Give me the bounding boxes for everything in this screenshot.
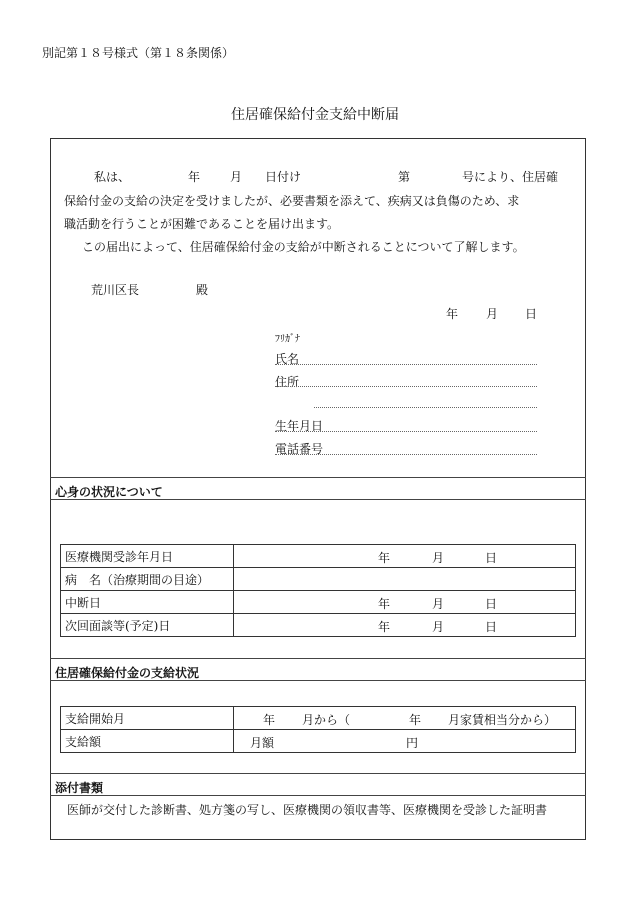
health-row-label: 中断日 [61,591,234,614]
page-title: 住居確保給付金支給中断届 [231,107,399,123]
address-label: 住所 [275,375,300,389]
table-row [61,614,576,637]
addressee-honorific: 殿 [196,283,209,297]
attach-text: 医師が交付した診断書、処方箋の写し、医療機関の領収書等、医療機関を受診した証明書 [67,803,548,817]
name-field[interactable] [275,364,537,365]
year-label: 年 [263,713,276,727]
month-from-label: 月から（ [302,713,351,727]
name-label: 氏名 [275,352,300,366]
section-payment-heading: 住居確保給付金の支給状況 [55,666,200,680]
addressee-name: 荒川区長 [91,283,140,297]
decl-line2: 保給付金の支給の決定を受けましたが、必要書類を添えて、疾病又は負傷のため、求 [64,194,520,208]
year-label: 年 [409,713,422,727]
decl-dai: 第 [398,170,411,184]
health-row-label: 次回面談等(予定)日 [61,614,234,637]
health-row-value[interactable] [234,591,576,614]
decl-line3: 職活動を行うことが困難であることを届け出ます。 [64,217,340,231]
health-row-value[interactable] [234,545,576,568]
year-label: 年 [378,551,391,565]
payment-amount-label: 支給額 [61,730,234,753]
divider [50,499,586,500]
submit-day-label: 日 [525,307,538,321]
day-label: 日 [485,551,498,565]
table-row [61,707,576,730]
furigana-label: ﾌﾘｶﾞﾅ [275,334,300,345]
table-row [61,591,576,614]
health-row-value[interactable] [234,568,576,591]
decl-year: 年 [188,170,201,184]
health-row-label: 病 名（治療期間の目途） [61,568,234,591]
address-field-2[interactable] [314,407,537,408]
table-row [61,545,576,568]
month-label: 月 [432,620,445,634]
divider [50,680,586,681]
payment-start-label: 支給開始月 [61,707,234,730]
payment-table [60,706,576,753]
birthdate-label: 生年月日 [275,419,324,433]
table-row [61,568,576,591]
phone-field[interactable] [275,454,537,455]
yen-label: 円 [406,736,419,750]
phone-label: 電話番号 [275,442,324,456]
birthdate-field[interactable] [275,431,537,432]
submit-year-label: 年 [446,307,459,321]
day-label: 日 [485,597,498,611]
section-health-heading: 心身の状況について [55,485,163,499]
submit-month-label: 月 [486,307,499,321]
address-field[interactable] [275,386,537,387]
decl-line4: この届出によって、住居確保給付金の支給が中断されることについて了解します。 [82,240,525,254]
payment-start-value[interactable] [234,707,576,730]
decl-month: 月 [230,170,243,184]
month-label: 月 [432,551,445,565]
payment-amount-value[interactable] [234,730,576,753]
month-label: 月 [432,597,445,611]
day-label: 日 [485,620,498,634]
year-label: 年 [378,620,391,634]
health-row-label: 医療機関受診年月日 [61,545,234,568]
divider [50,658,586,659]
section-attach-heading: 添付書類 [55,781,104,795]
divider [50,795,586,796]
decl-gou: 号により、住居確 [462,170,559,184]
decl-dated: 日付け [265,170,302,184]
table-row [61,730,576,753]
decl-watashi: 私は、 [94,170,131,184]
monthly-label: 月額 [250,736,275,750]
health-table [60,544,576,637]
rent-label: 月家賃相当分から） [448,713,557,727]
divider [50,477,586,478]
divider [50,773,586,774]
year-label: 年 [378,597,391,611]
form-id: 別記第１８号様式（第１８条関係） [42,46,235,60]
health-row-value[interactable] [234,614,576,637]
